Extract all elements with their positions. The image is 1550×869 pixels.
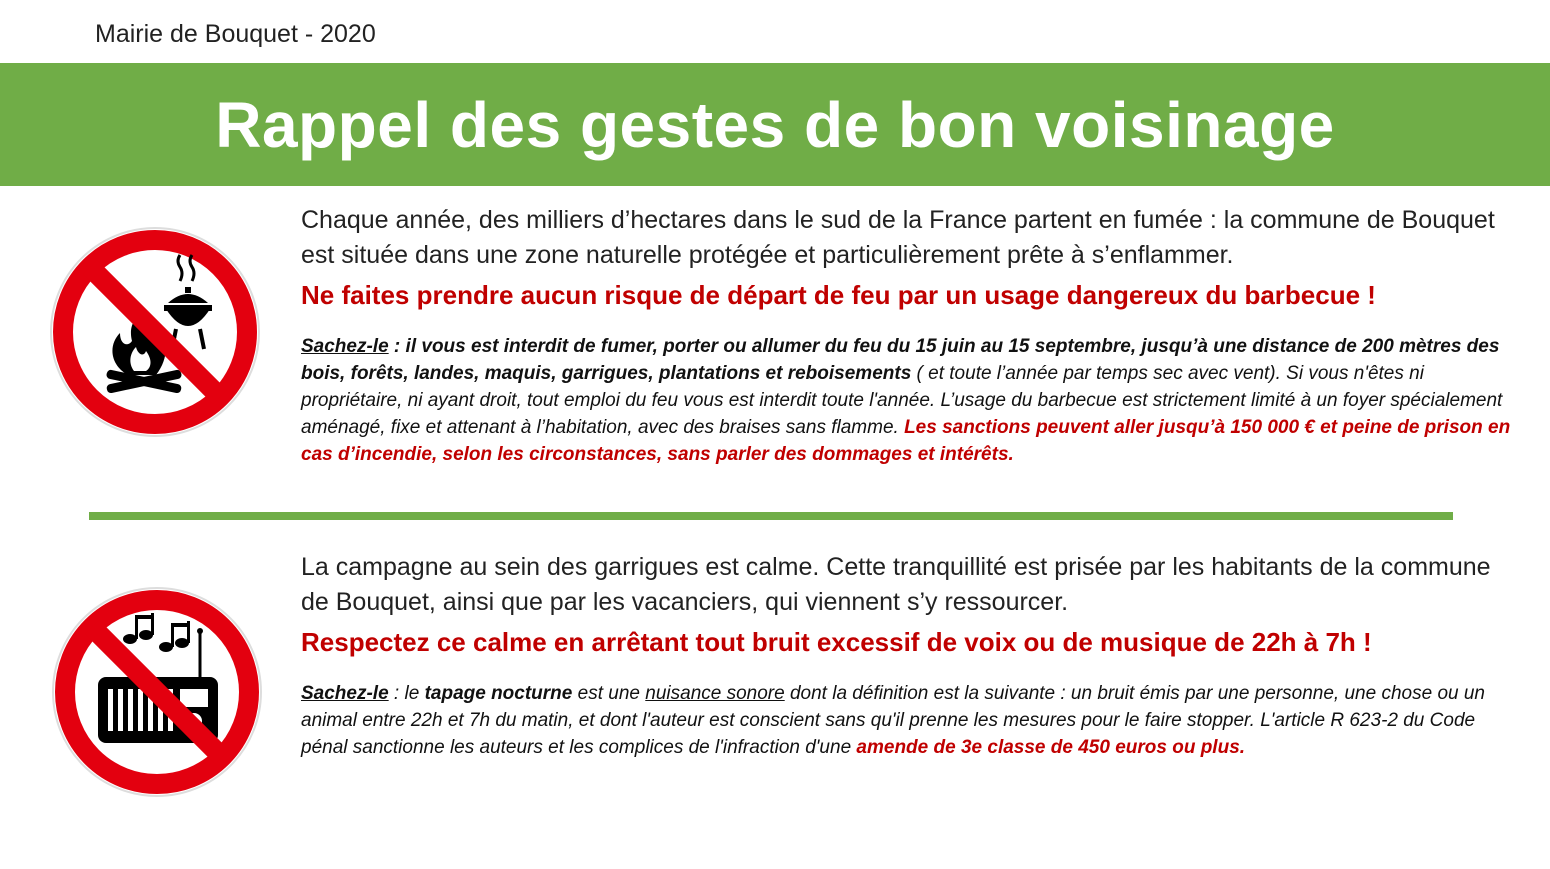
noise-lead-text: La campagne au sein des garrigues est calme. Cette tranquillité est prisée par les habitants de la commune de Bouquet, ainsi que par les vacanciers, qui viennent s’y ressourcer. [301,553,1491,616]
fire-rule-bold: il vous est interdit de fumer, porter ou allumer du feu du 15 juin au 15 septembre, jusqu’à une distance de 200 mètres des bois, forêts, landes, maquis, garrigues, plantations et reboisements [301,336,1500,384]
sachez-le-label: Sachez-le [301,336,389,357]
noise-text-2: est une [572,683,646,704]
page-title: Rappel des gestes de bon voisinage [215,88,1335,161]
header-label: Mairie de Bouquet - 2020 [95,20,376,48]
noise-callout: Respectez ce calme en arrêtant tout bruit excessif de voix ou de musique de 22h à 7h ! [301,627,1372,657]
sachez-le-label: Sachez-le [301,683,389,704]
noise-amende: amende de 3e classe de 450 euros ou plus. [856,737,1246,758]
fire-rule-text: ( et toute l’année par temps sec avec vent). Si vous n'êtes ni propriétaire, ni ayant droit, tout emploi du feu vous est interdit toute l'année. L’usage du barbecue est strictement limité à un foyer spécialement aménagé, fixe et attenant à l’habitation, avec des braises sans flamme. [301,363,1503,438]
noise-section [301,550,1516,761]
section-divider [89,512,1453,520]
tapage-nocturne: tapage nocturne [424,683,573,704]
fire-details [301,333,1516,468]
no-fire-barbecue-icon [48,225,262,439]
noise-details [301,680,1516,761]
fire-callout: Ne faites prendre aucun risque de départ de feu par un usage dangereux du barbecue ! [301,280,1376,310]
fire-sanctions: Les sanctions peuvent aller jusqu’à 150 000 € et peine de prison en cas d’incendie, selon les circonstances, sans parler des dommages et intérêts. [301,417,1511,465]
nuisance-sonore: nuisance sonore [645,683,785,704]
fire-lead-text: Chaque année, des milliers d’hectares dans le sud de la France partent en fumée : la commune de Bouquet est située dans une zone naturelle protégée et particulièrement prête à s’enflammer. [301,206,1495,269]
details-separator: : [388,336,406,357]
title-banner [0,63,1550,186]
no-noise-radio-icon [50,585,264,799]
noise-text-1: : le [388,683,425,704]
fire-section [301,203,1516,468]
noise-text-3: dont la définition est la suivante : un bruit émis par une personne, une chose ou un animal entre 22h et 7h du matin, et dont l'auteur est conscient sans qu'il prenne les mesures pour le faire stopper. L'article R 623-2 du Code pénal sanctionne les auteurs et les complices de l'infraction d'une [301,683,1485,758]
